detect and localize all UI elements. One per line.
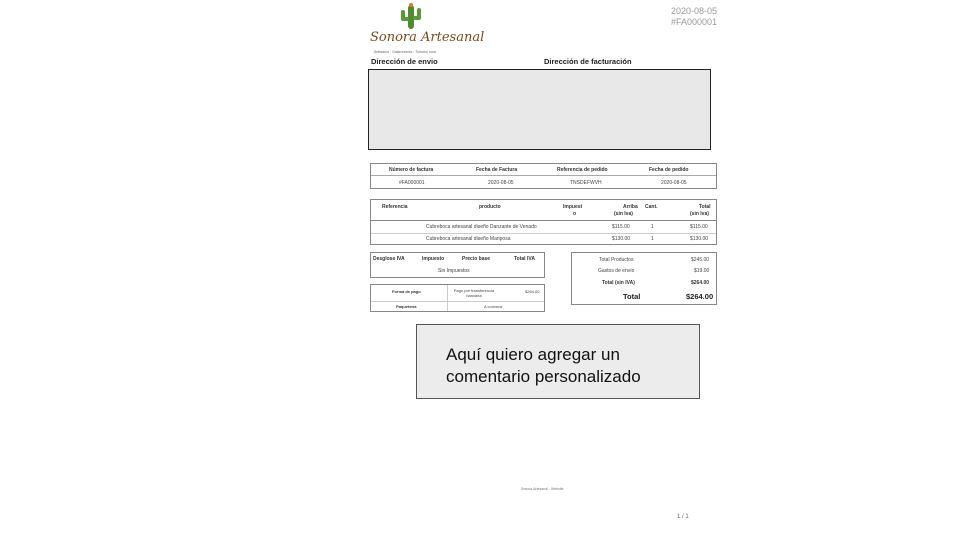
invoice-info-header: Referencia de pedido	[557, 167, 608, 173]
carrier-label: Paquetería	[396, 304, 417, 309]
invoice-info-header: Número de factura	[389, 167, 434, 173]
products-header-total: Total	[699, 204, 711, 210]
products-header-unit: Arriba	[623, 204, 638, 210]
comment-line-2: comentario personalizado	[446, 367, 641, 386]
invoice-info-value: #FA000001	[399, 180, 425, 186]
products-header-reference: Referencia	[382, 204, 408, 210]
totals-total-label: Total	[623, 292, 641, 301]
tax-no-tax: Sin Impuestos	[438, 268, 470, 274]
comment-box[interactable]	[416, 324, 700, 399]
cactus-icon	[398, 3, 424, 31]
product-total: $130.00	[690, 236, 709, 242]
payment-label: Forma de pago	[392, 289, 421, 294]
invoice-info-header: Fecha de Factura	[476, 167, 518, 173]
product-unit-price: $115.00	[612, 224, 630, 230]
footer-text: Sonora Artesanal - Website	[521, 487, 564, 491]
shipping-address-label: Dirección de envio	[371, 57, 438, 66]
totals-shipping-value: $19.00	[694, 268, 710, 274]
payment-method	[451, 288, 497, 298]
invoice-info-value: 2020-08-05	[488, 180, 514, 186]
products-header-total-2: (sin Iva)	[690, 211, 709, 217]
logo-tagline: Artesanía · Gastronomía · Turismo rural	[374, 50, 436, 54]
products-header-product: producto	[479, 204, 501, 210]
product-name: Cubreboca artesanal diseño Danzante de Venado	[426, 224, 537, 230]
tax-breakdown-table	[370, 252, 545, 278]
totals-shipping-label: Gastos de envío	[598, 268, 635, 274]
totals-products-value: $245.00	[691, 257, 710, 263]
carrier-value: A convenir	[484, 304, 503, 309]
product-qty: 1	[651, 236, 654, 242]
product-total: $115.00	[690, 224, 708, 230]
payment-method-line2: bancaria	[466, 293, 482, 298]
product-name: Cubreboca artesanal diseño Mariposa	[426, 236, 511, 242]
products-header-tax: Impuest	[563, 204, 583, 210]
product-unit-price: $130.00	[612, 236, 631, 242]
payment-amount: $264.00	[525, 289, 540, 294]
totals-total-value: $264.00	[686, 292, 714, 301]
billing-address-label: Dirección de facturación	[544, 57, 632, 66]
invoice-number: #FA000001	[670, 17, 717, 27]
invoice-info-value: TNSDEFWVH	[570, 180, 602, 186]
product-qty: 1	[651, 224, 654, 230]
totals-subtotal-value: $264.00	[691, 280, 710, 286]
logo	[368, 3, 485, 55]
products-header-unit-2: (sin Iva)	[614, 211, 633, 217]
totals-table	[571, 252, 717, 305]
page-number: 1 / 1	[677, 514, 689, 520]
invoice-info-header: Fecha de pedido	[649, 167, 689, 173]
logo-title: Sonora Artesanal	[370, 30, 485, 45]
invoice-info-value: 2020-08-05	[661, 180, 687, 186]
invoice-date: 2020-08-05	[670, 6, 717, 16]
tax-header: Desglose IVA	[373, 256, 405, 262]
payment-table	[370, 284, 545, 312]
products-table	[370, 199, 717, 245]
tax-header: Precio base	[462, 256, 491, 262]
invoice-info-table	[370, 163, 717, 189]
products-header-qty: Cant.	[645, 204, 658, 210]
totals-products-label: Total Productos	[599, 257, 634, 263]
address-box	[368, 69, 711, 150]
products-header-tax-2: o	[573, 211, 577, 217]
payment-method-line1: Pago por transferencia	[453, 288, 495, 293]
tax-header: Total IVA	[514, 256, 535, 262]
totals-subtotal-label: Total (sin IVA)	[602, 280, 635, 286]
tax-header: Impuesto	[422, 256, 445, 262]
comment-line-1: Aquí quiero agregar un	[446, 345, 620, 364]
